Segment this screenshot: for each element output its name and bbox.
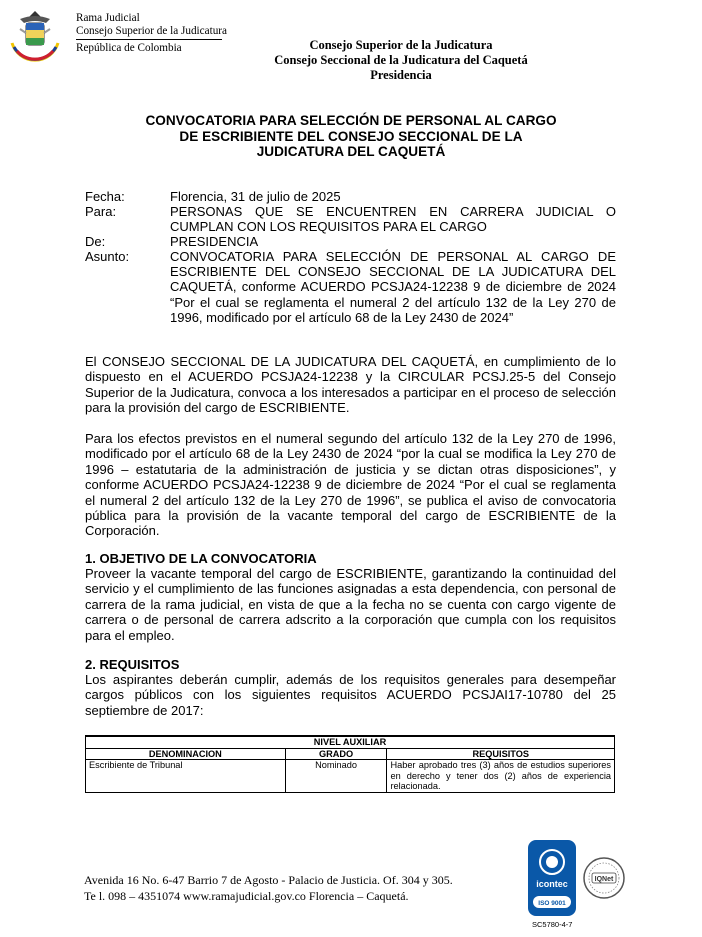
issuer-line-2: Consejo Seccional de la Judicatura del Caquetá [274,53,528,67]
certificate-code: SC5780-4-7 [532,920,573,929]
icontec-certification-logo [528,840,576,916]
cell-denominacion: Escribiente de Tribunal [86,760,286,793]
title-line-1: CONVOCATORIA PARA SELECCIÓN DE PERSONAL AL CARGO [145,113,557,128]
brand-line-rama: Rama Judicial [76,12,140,24]
iqnet-label: IQNet [594,876,614,883]
section-objetivo-heading: 1. OBJETIVO DE LA CONVOCATORIA [85,551,317,566]
intro-paragraph: El CONSEJO SECCIONAL DE LA JUDICATURA DEL CAQUETÁ, en cumplimiento de lo dispuesto en el ACUERDO PCSJA24-12238 y la CIRCULAR PCSJ.25-5 del Consejo Superior de la Judicatura, convoca a los interesados a participar en el proceso de selección para la provisión del cargo de ESCRIBIENTE. [85,354,616,416]
col-header-denominacion: DENOMINACION [86,748,286,760]
brand-line-consejo: Consejo Superior de la Judicatura [76,25,227,37]
meta-fecha [85,189,616,205]
issuer-block [0,38,702,83]
cell-grado: Nominado [285,760,387,793]
cell-requisitos: Haber aprobado tres (3) años de estudios superiores en derecho y tener dos (2) años de experiencia relacionada. [387,760,615,793]
meta-para-value: PERSONAS QUE SE ENCUENTREN EN CARRERA JUDICIAL O CUMPLAN CON LOS REQUISITOS PARA EL CARGO [170,204,616,235]
col-header-requisitos: REQUISITOS [387,748,615,760]
section-requisitos-heading: 2. REQUISITOS [85,657,180,672]
iqnet-certification-logo [582,856,626,900]
meta-de [85,234,616,250]
legal-basis-paragraph: Para los efectos previstos en el numeral segundo del artículo 132 de la Ley 270 de 1996, modificado por el artículo 68 de la Ley 2430 de 2024 “por la cual se modifica la Ley 270 de 1996 – estatutaria de la administración de justicia y se dictan otras disposiciones”, y conforme ACUERDO PCSJA24-12238 9 de diciembre de 2024 “Por el cual se reglamenta el numeral 2 del artículo 132 de la Ley 270 de 1996”, se publica el aviso de convocatoria pública para la provisión de la vacante temporal del cargo de ESCRIBIENTE de la Corporación. [85,431,616,539]
section-requisitos-text: Los aspirantes deberán cumplir, además de los requisitos generales para desempeñar cargos públicos con los siguientes requisitos ACUERDO PCSJAI17-10780 del 25 septiembre de 2017: [85,672,616,718]
document-title [0,113,702,160]
table-group-header: NIVEL AUXILIAR [86,736,615,748]
meta-asunto-label: Asunto: [85,249,130,264]
footer-address [84,872,453,904]
meta-fecha-label: Fecha: [85,189,125,204]
meta-de-label: De: [85,234,106,249]
meta-de-value: PRESIDENCIA [170,234,259,249]
requirements-table [85,735,615,793]
iso-label: ISO 9001 [538,900,566,907]
title-line-3: JUDICATURA DEL CAQUETÁ [256,144,446,160]
table-group-header-row [86,736,615,748]
icontec-label: icontec [536,879,568,889]
table-row [86,760,615,793]
title-line-2: DE ESCRIBIENTE DEL CONSEJO SECCIONAL DE LA [179,128,523,144]
section-objetivo-text: Proveer la vacante temporal del cargo de ESCRIBIENTE, garantizando la continuidad del servicio y el cumplimiento de las funciones asignadas a esta dependencia, con personal de carrera de la rama judicial, en vista de que a la fecha no se cuenta con cargo vigente de carrera o de personal de carrera adscrito a la corporación que cumpla con los requisitos para el empleo. [85,566,616,643]
col-header-grado: GRADO [285,748,387,760]
meta-asunto-value: CONVOCATORIA PARA SELECCIÓN DE PERSONAL AL CARGO DE ESCRIBIENTE DEL CONSEJO SECCIONAL DE LA JUDICATURA DEL CAQUETÁ, conforme ACUERDO PCSJA24-12238 9 de diciembre de 2024 “Por el cual se reglamenta el numeral 2 del artículo 132 de la Ley 270 de 1996, modificado por el artículo 68 de la Ley 2430 de 2024” [170,249,616,325]
meta-fecha-value: Florencia, 31 de julio de 2025 [170,189,341,204]
brand-line-republica: República de Colombia [76,42,182,54]
issuer-line-1: Consejo Superior de la Judicatura [309,38,493,52]
footer-address-line-1: Avenida 16 No. 6-47 Barrio 7 de Agosto - Palacio de Justicia. Of. 304 y 305. [84,873,453,887]
meta-para [85,204,616,235]
meta-asunto [85,249,616,325]
table-column-header-row [86,748,615,760]
footer-address-line-2: Te l. 098 – 4351074 www.ramajudicial.gov.co Florencia – Caquetá. [84,889,409,903]
meta-para-label: Para: [85,204,117,219]
issuer-line-3: Presidencia [370,68,432,82]
